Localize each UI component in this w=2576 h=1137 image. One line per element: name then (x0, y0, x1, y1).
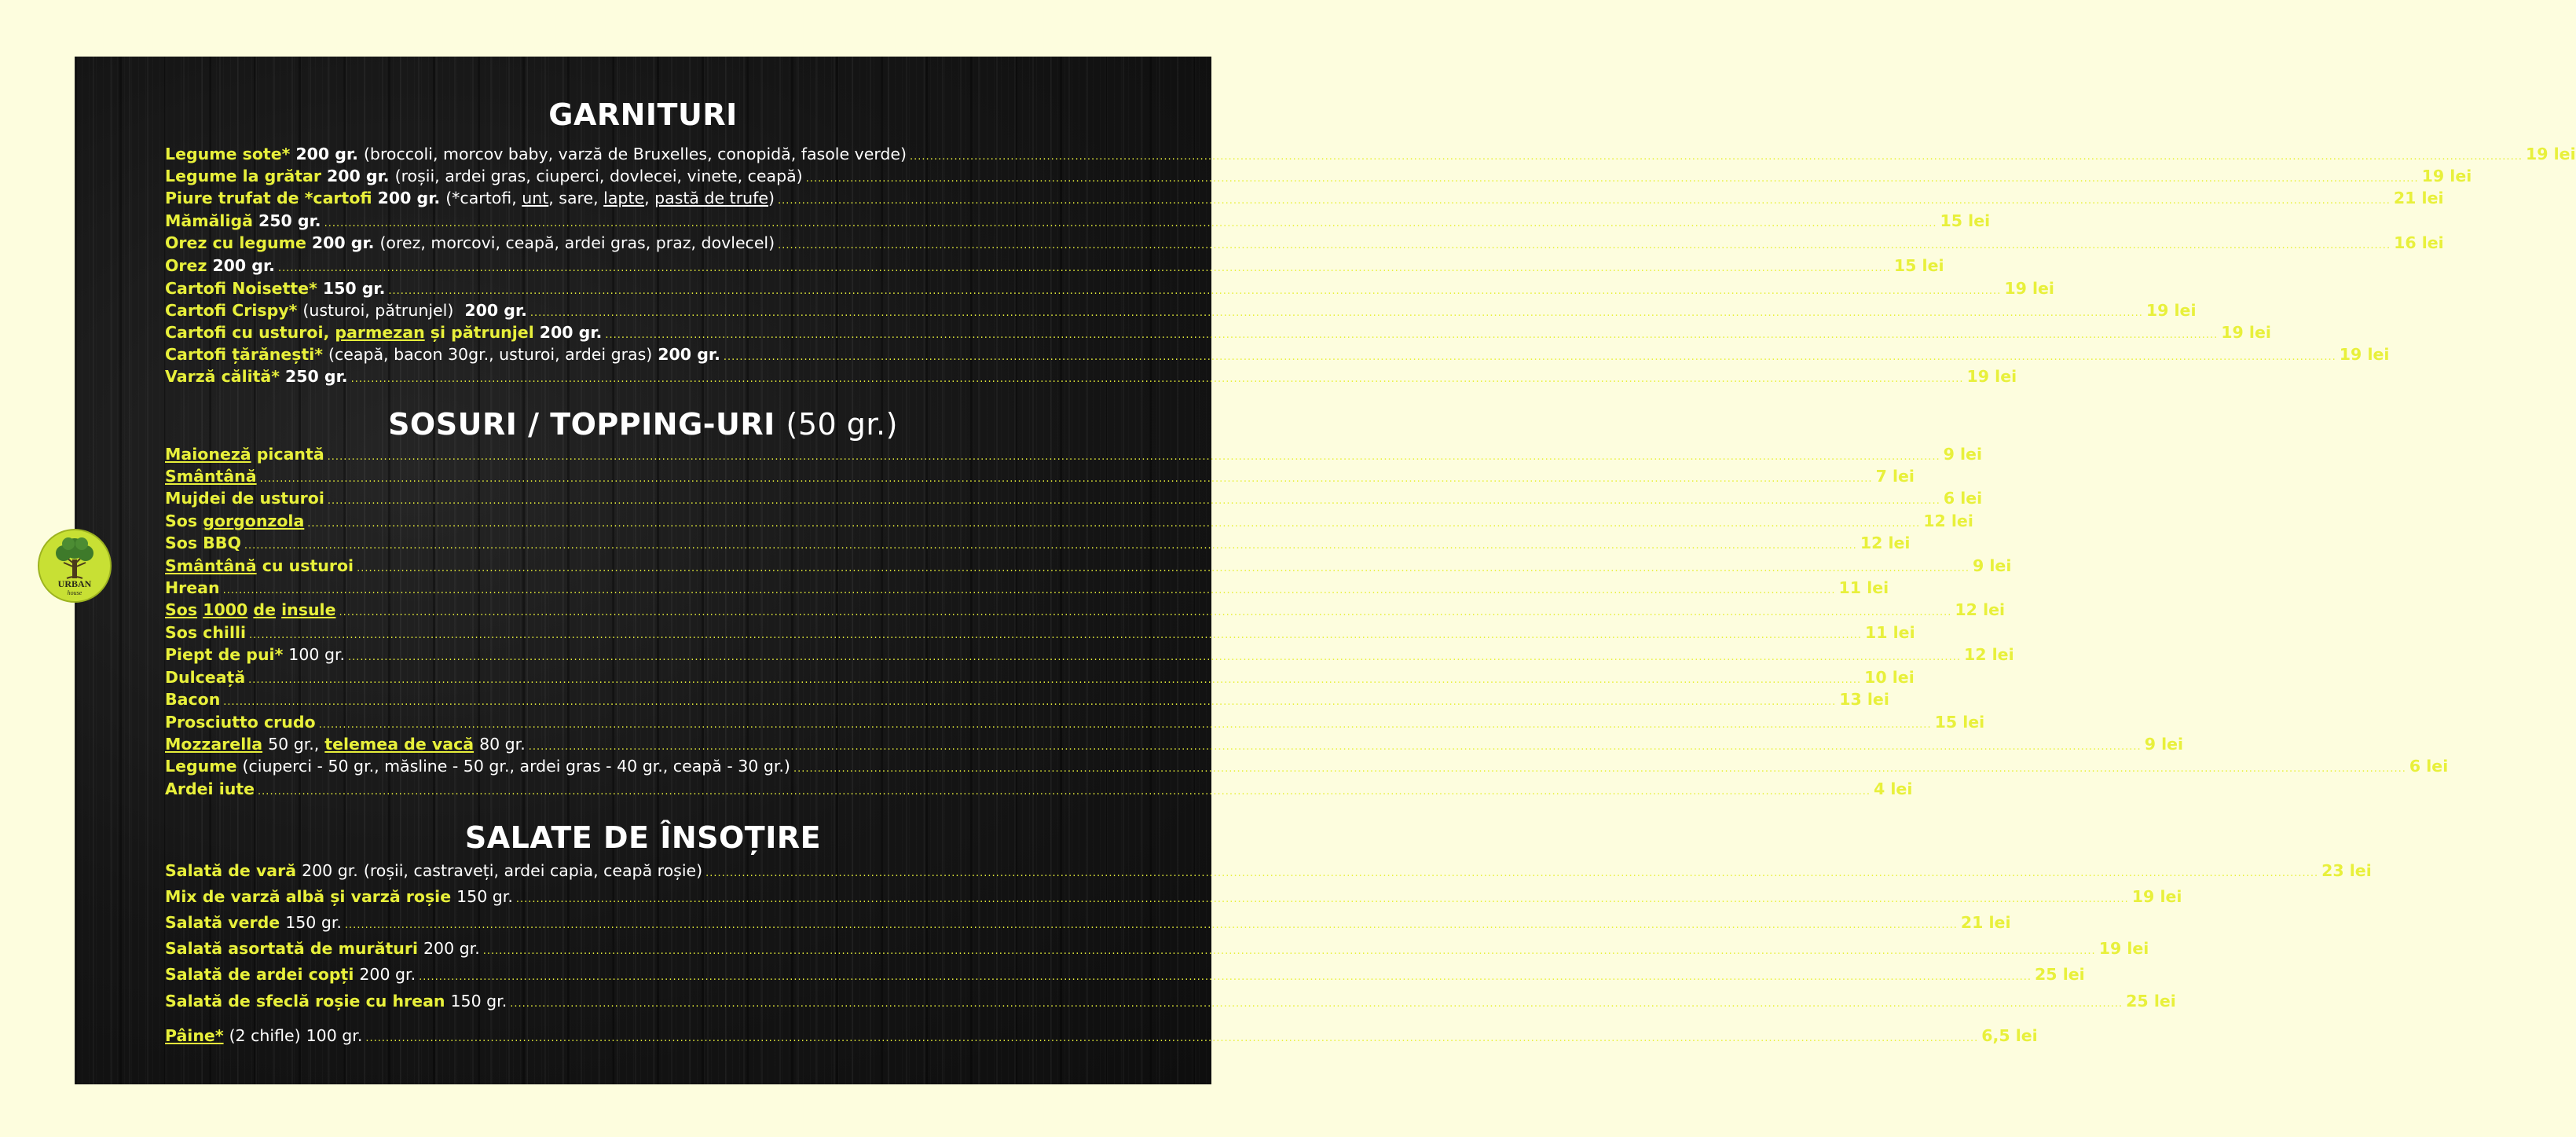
item-name: Prosciutto crudo (165, 713, 316, 732)
item-desc: (roșii, castraveți, ardei capia, ceapă roșie) (363, 861, 703, 880)
item-price: 12 lei (1955, 600, 2006, 619)
leader-dots: ................................................................................................................................................................................................................................................................................................................................................................................................................ (805, 173, 2419, 185)
menu-item (165, 860, 2372, 882)
item-name: Hrean (165, 578, 220, 597)
leader-dots: ................................................................................................................................................................................................................................................................................................................................................................................................................ (327, 495, 1940, 507)
item-qty: 200 gr. (295, 145, 358, 163)
item-desc: (ceapă, bacon 30gr., usturoi, ardei gras) (328, 345, 653, 364)
menu-item (165, 343, 2390, 365)
menu-item (165, 555, 2012, 577)
item-qty: 200 gr. (423, 939, 480, 958)
item-price: 15 lei (1893, 256, 1944, 275)
menu-item (165, 143, 2576, 165)
leader-dots: ................................................................................................................................................................................................................................................................................................................................................................................................................ (350, 373, 1964, 385)
leader-dots: ................................................................................................................................................................................................................................................................................................................................................................................................................ (248, 674, 1862, 686)
item-price: 6,5 lei (1981, 1026, 2038, 1045)
item-name-secondary: telemea de vacă (324, 735, 475, 754)
leader-dots: ................................................................................................................................................................................................................................................................................................................................................................................................................ (344, 919, 1958, 931)
item-qty: 150 gr. (322, 279, 386, 298)
urban-house-logo (37, 528, 112, 603)
leader-dots: ................................................................................................................................................................................................................................................................................................................................................................................................................ (327, 451, 1940, 463)
item-name: Cartofi Noisette* (165, 279, 317, 298)
menu-item (165, 937, 2149, 959)
item-qty: 200 gr. (327, 167, 390, 185)
item-name: Orez cu legume (165, 233, 306, 252)
item-price: 19 lei (2525, 145, 2576, 163)
item-price: 12 lei (1963, 645, 2014, 664)
item-name: Mix de varză albă și varză roșie (165, 887, 452, 906)
item-price: 19 lei (2145, 301, 2197, 320)
leader-dots: ................................................................................................................................................................................................................................................................................................................................................................................................................ (510, 998, 2123, 1010)
leader-dots: ................................................................................................................................................................................................................................................................................................................................................................................................................ (528, 741, 2142, 753)
menu-item (165, 755, 2449, 777)
leader-dots: ................................................................................................................................................................................................................................................................................................................................................................................................................ (705, 867, 2319, 879)
item-name: Ardei iute (165, 779, 255, 798)
menu-item (165, 911, 2011, 933)
leader-dots: ................................................................................................................................................................................................................................................................................................................................................................................................................ (910, 151, 2523, 163)
item-price: 12 lei (1860, 534, 1911, 552)
logo-subtext: house (67, 589, 82, 596)
item-name: Sos 1000 de insule (165, 600, 336, 619)
item-price: 19 lei (2221, 323, 2271, 342)
item-desc: (ciuperci - 50 gr., măsline - 50 gr., ardei gras - 40 gr., ceapă - 30 gr.) (242, 757, 790, 776)
menu-item (165, 666, 1915, 688)
menu-item (165, 778, 1913, 800)
leader-dots: ................................................................................................................................................................................................................................................................................................................................................................................................................ (223, 696, 1837, 708)
item-qty: 250 gr. (258, 211, 321, 230)
item-name: Sos gorgonzola (165, 512, 305, 530)
menu-item (165, 733, 2184, 755)
item-price: 19 lei (2131, 887, 2182, 906)
menu-item (165, 532, 1911, 554)
menu-item (165, 465, 1915, 487)
leader-dots: ................................................................................................................................................................................................................................................................................................................................................................................................................ (515, 893, 2129, 905)
item-name: Legume (165, 757, 237, 776)
item-name: Mozzarella (165, 735, 263, 754)
leader-dots: ................................................................................................................................................................................................................................................................................................................................................................................................................ (723, 351, 2336, 363)
item-price: 12 lei (1923, 512, 1973, 530)
item-qty: 200 gr. (377, 189, 441, 207)
item-name: Dulceață (165, 668, 246, 687)
leader-dots: ................................................................................................................................................................................................................................................................................................................................................................................................................ (339, 607, 1952, 618)
leader-dots: ................................................................................................................................................................................................................................................................................................................................................................................................................ (419, 971, 2032, 983)
item-qty: 200 gr. (359, 965, 416, 984)
item-price: 7 lei (1875, 467, 1915, 486)
menu-item (165, 277, 2054, 299)
item-qty: 100 gr. (306, 1026, 363, 1045)
menu-item (165, 644, 2014, 666)
item-price: 19 lei (1966, 367, 2017, 386)
item-qty: 200 gr. (464, 301, 527, 320)
item-name: Salată asortată de murături (165, 939, 419, 958)
item-price: 19 lei (2339, 345, 2390, 364)
item-name: Legume sote* (165, 145, 291, 163)
menu-item (165, 990, 2176, 1012)
menu-item (165, 577, 1889, 599)
item-name: Salată de ardei copți (165, 965, 354, 984)
item-name: Salată de sfeclă roșie cu hrean (165, 992, 445, 1010)
item-qty: 150 gr. (285, 913, 342, 932)
menu-item (165, 1025, 2038, 1047)
item-price: 9 lei (2144, 735, 2184, 754)
item-name: Pâine* (165, 1026, 224, 1045)
leader-dots: ................................................................................................................................................................................................................................................................................................................................................................................................................ (365, 1032, 1979, 1044)
menu-item (165, 886, 2182, 908)
leader-dots: ................................................................................................................................................................................................................................................................................................................................................................................................................ (222, 585, 1836, 596)
item-qty: 200 gr. (539, 323, 603, 342)
logo-text: URBAN (57, 578, 92, 589)
section-title-sosuri: SOSURI / TOPPING-URI (50 gr.) (388, 407, 898, 442)
item-price: 15 lei (1940, 211, 1991, 230)
item-name: Piure trufat de *cartofi (165, 189, 372, 207)
item-price: 19 lei (2098, 939, 2149, 958)
item-desc: (usturoi, pătrunjel) (302, 301, 454, 320)
leader-dots: ................................................................................................................................................................................................................................................................................................................................................................................................................ (259, 473, 1873, 485)
leader-dots: ................................................................................................................................................................................................................................................................................................................................................................................................................ (605, 329, 2219, 341)
leader-dots: ................................................................................................................................................................................................................................................................................................................................................................................................................ (277, 262, 1891, 274)
menu-item (165, 299, 2197, 321)
item-price: 25 lei (2126, 992, 2176, 1010)
item-price: 9 lei (1973, 556, 2012, 575)
menu-item (165, 963, 2085, 985)
leader-dots: ................................................................................................................................................................................................................................................................................................................................................................................................................ (357, 563, 1970, 574)
menu-item (165, 688, 1889, 710)
item-name: Sos chilli (165, 623, 247, 642)
item-name: Varză călită* (165, 367, 280, 386)
item-price: 16 lei (2394, 233, 2444, 252)
item-qty: 250 gr. (284, 367, 348, 386)
item-price: 9 lei (1943, 445, 1982, 464)
leader-dots: ................................................................................................................................................................................................................................................................................................................................................................................................................ (318, 719, 1932, 731)
menu-item (165, 187, 2444, 209)
item-name: Bacon (165, 690, 221, 709)
item-name: Mămăligă (165, 211, 253, 230)
item-desc: (broccoli, morcov baby, varză de Bruxelles, conopidă, fasole verde) (363, 145, 907, 163)
menu-item (165, 711, 1985, 733)
menu-item (165, 365, 2017, 387)
leader-dots: ................................................................................................................................................................................................................................................................................................................................................................................................................ (307, 518, 1921, 530)
menu-item (165, 165, 2472, 187)
item-price: 4 lei (1873, 779, 1913, 798)
leader-dots: ................................................................................................................................................................................................................................................................................................................................................................................................................ (324, 218, 1937, 229)
menu-item (165, 443, 1982, 465)
leader-dots: ................................................................................................................................................................................................................................................................................................................................................................................................................ (777, 195, 2391, 207)
item-name: Cartofi Crispy* (165, 301, 298, 320)
item-name: Salată verde (165, 913, 280, 932)
leader-dots: ................................................................................................................................................................................................................................................................................................................................................................................................................ (482, 945, 2096, 957)
leader-dots: ................................................................................................................................................................................................................................................................................................................................................................................................................ (249, 629, 1862, 641)
item-desc: (roșii, ardei gras, ciuperci, dovlecei, vinete, ceapă) (394, 167, 803, 185)
leader-dots: ................................................................................................................................................................................................................................................................................................................................................................................................................ (348, 651, 1961, 663)
item-name: Smântână (165, 467, 257, 486)
menu-item (165, 599, 2006, 621)
item-name: Sos BBQ (165, 534, 241, 552)
item-price: 21 lei (1960, 913, 2011, 932)
item-qty-secondary: 80 gr. (479, 735, 526, 754)
item-qty: 50 gr., (268, 735, 320, 754)
item-price: 23 lei (2321, 861, 2372, 880)
menu-item (165, 210, 1991, 232)
leader-dots: ................................................................................................................................................................................................................................................................................................................................................................................................................ (793, 763, 2406, 775)
item-price: 19 lei (2004, 279, 2054, 298)
menu-item (165, 510, 1973, 532)
menu-item (165, 232, 2444, 254)
menu-item (165, 321, 2271, 343)
menu-item (165, 622, 1915, 644)
item-price: 13 lei (1839, 690, 1889, 709)
leader-dots: ................................................................................................................................................................................................................................................................................................................................................................................................................ (388, 285, 2002, 297)
item-name: Maioneză picantă (165, 445, 324, 464)
item-qty: 200 gr. (212, 256, 275, 275)
item-name: Piept de pui* (165, 645, 284, 664)
item-price: 15 lei (1934, 713, 1985, 732)
menu-item (165, 255, 1944, 277)
item-name: Legume la grătar (165, 167, 321, 185)
item-price: 11 lei (1838, 578, 1889, 597)
section-title-salate: SALATE DE ÎNSOȚIRE (464, 820, 822, 855)
item-name: Cartofi țărănești* (165, 345, 324, 364)
item-desc: (orez, morcovi, ceapă, ardei gras, praz, dovlecel) (379, 233, 775, 252)
leader-dots: ................................................................................................................................................................................................................................................................................................................................................................................................................ (244, 540, 1857, 552)
item-name: Orez (165, 256, 207, 275)
item-name: Salată de vară (165, 861, 297, 880)
item-price: 6 lei (1943, 489, 1983, 508)
item-desc: (*cartofi, unt, sare, lapte, pastă de trufe) (445, 189, 775, 207)
section-title-garnituri: GARNITURI (548, 97, 738, 132)
item-price: 11 lei (1864, 623, 1915, 642)
item-qty: 200 gr. (658, 345, 720, 364)
item-name: Smântână cu usturoi (165, 556, 354, 575)
item-price: 19 lei (2421, 167, 2472, 185)
item-name: Cartofi cu usturoi, parmezan și pătrunjel (165, 323, 534, 342)
item-desc: (2 chifle) (229, 1026, 301, 1045)
menu-item (165, 487, 1983, 509)
item-price: 21 lei (2393, 189, 2444, 207)
item-qty: 100 gr. (288, 645, 346, 664)
leader-dots: ................................................................................................................................................................................................................................................................................................................................................................................................................ (778, 240, 2391, 251)
leader-dots: ................................................................................................................................................................................................................................................................................................................................................................................................................ (529, 307, 2143, 319)
item-qty: 200 gr. (311, 233, 375, 252)
item-qty: 150 gr. (456, 887, 513, 906)
item-qty: 200 gr. (302, 861, 358, 880)
item-name: Mujdei de usturoi (165, 489, 324, 508)
leader-dots: ................................................................................................................................................................................................................................................................................................................................................................................................................ (258, 786, 1871, 798)
item-price: 10 lei (1864, 668, 1915, 687)
item-price: 25 lei (2035, 965, 2085, 984)
item-price: 6 lei (2409, 757, 2449, 776)
item-qty: 150 gr. (450, 992, 508, 1010)
menu-board (75, 57, 2576, 1084)
